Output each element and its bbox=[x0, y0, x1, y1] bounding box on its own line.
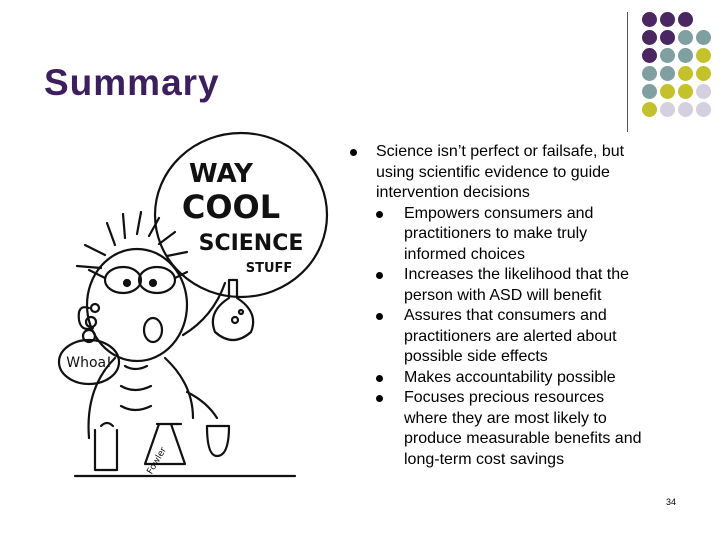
divider-line bbox=[627, 12, 628, 132]
dot bbox=[660, 48, 675, 63]
bullet-dot-icon bbox=[376, 313, 383, 320]
list-item-main bbox=[350, 142, 650, 204]
dot bbox=[678, 30, 693, 45]
flask bbox=[213, 280, 253, 340]
dot bbox=[678, 12, 693, 27]
cartoon-text-whoa: Whoa! bbox=[66, 355, 112, 371]
dot bbox=[660, 12, 675, 27]
cartoon-signature: Fowler bbox=[145, 445, 169, 477]
sub-point-text: Increases the likelihood that the person with ASD will benefit bbox=[404, 266, 630, 304]
scientist-head bbox=[87, 249, 187, 361]
sub-point-text: Assures that consumers and practitioners are alerted about possible side effects bbox=[404, 307, 617, 365]
summary-bullet-list bbox=[350, 142, 650, 470]
dot bbox=[678, 84, 693, 99]
dot bbox=[660, 84, 675, 99]
scientist-cartoon-illustration bbox=[55, 130, 335, 490]
dot bbox=[642, 48, 657, 63]
bullet-dot-icon bbox=[350, 149, 357, 156]
cartoon-text-cool: COOL bbox=[181, 188, 281, 226]
cartoon-text-way: WAY bbox=[189, 159, 253, 189]
dot bbox=[660, 102, 675, 117]
dot bbox=[696, 102, 711, 117]
dot bbox=[696, 30, 711, 45]
dot bbox=[642, 84, 657, 99]
list-item-sub bbox=[376, 265, 650, 306]
slide-title: Summary bbox=[44, 62, 220, 103]
dot bbox=[696, 48, 711, 63]
dot bbox=[642, 12, 657, 27]
sub-point-text: Makes accountability possible bbox=[404, 368, 616, 386]
bullet-dot-icon bbox=[376, 395, 383, 402]
dot bbox=[642, 30, 657, 45]
list-item-sub bbox=[376, 204, 650, 266]
dot bbox=[696, 84, 711, 99]
main-point-text: Science isn’t perfect or failsafe, but using scientific evidence to guide intervention decisions bbox=[376, 143, 625, 201]
bullet-dot-icon bbox=[376, 211, 383, 218]
list-item-sub bbox=[376, 306, 650, 368]
dot bbox=[642, 66, 657, 81]
page-number: 34 bbox=[666, 497, 677, 507]
dot bbox=[696, 66, 711, 81]
sub-point-text: Empowers consumers and practitioners to make truly informed choices bbox=[404, 204, 594, 263]
cartoon-text-stuff: STUFF bbox=[245, 261, 293, 276]
dot bbox=[642, 102, 657, 117]
dot bbox=[678, 102, 693, 117]
cartoon-text-science: SCIENCE bbox=[198, 231, 304, 256]
dot bbox=[660, 66, 675, 81]
dot bbox=[678, 48, 693, 63]
bullet-dot-icon bbox=[376, 375, 383, 382]
list-item-sub bbox=[376, 368, 650, 389]
bullet-dot-icon bbox=[376, 272, 383, 279]
list-item-sub bbox=[376, 388, 650, 470]
dot bbox=[678, 66, 693, 81]
sub-point-text: Focuses precious resources where they are most likely to produce measurable benefits and long-term cost savings bbox=[404, 389, 642, 468]
decorative-dot-grid bbox=[636, 10, 718, 122]
dot bbox=[660, 30, 675, 45]
